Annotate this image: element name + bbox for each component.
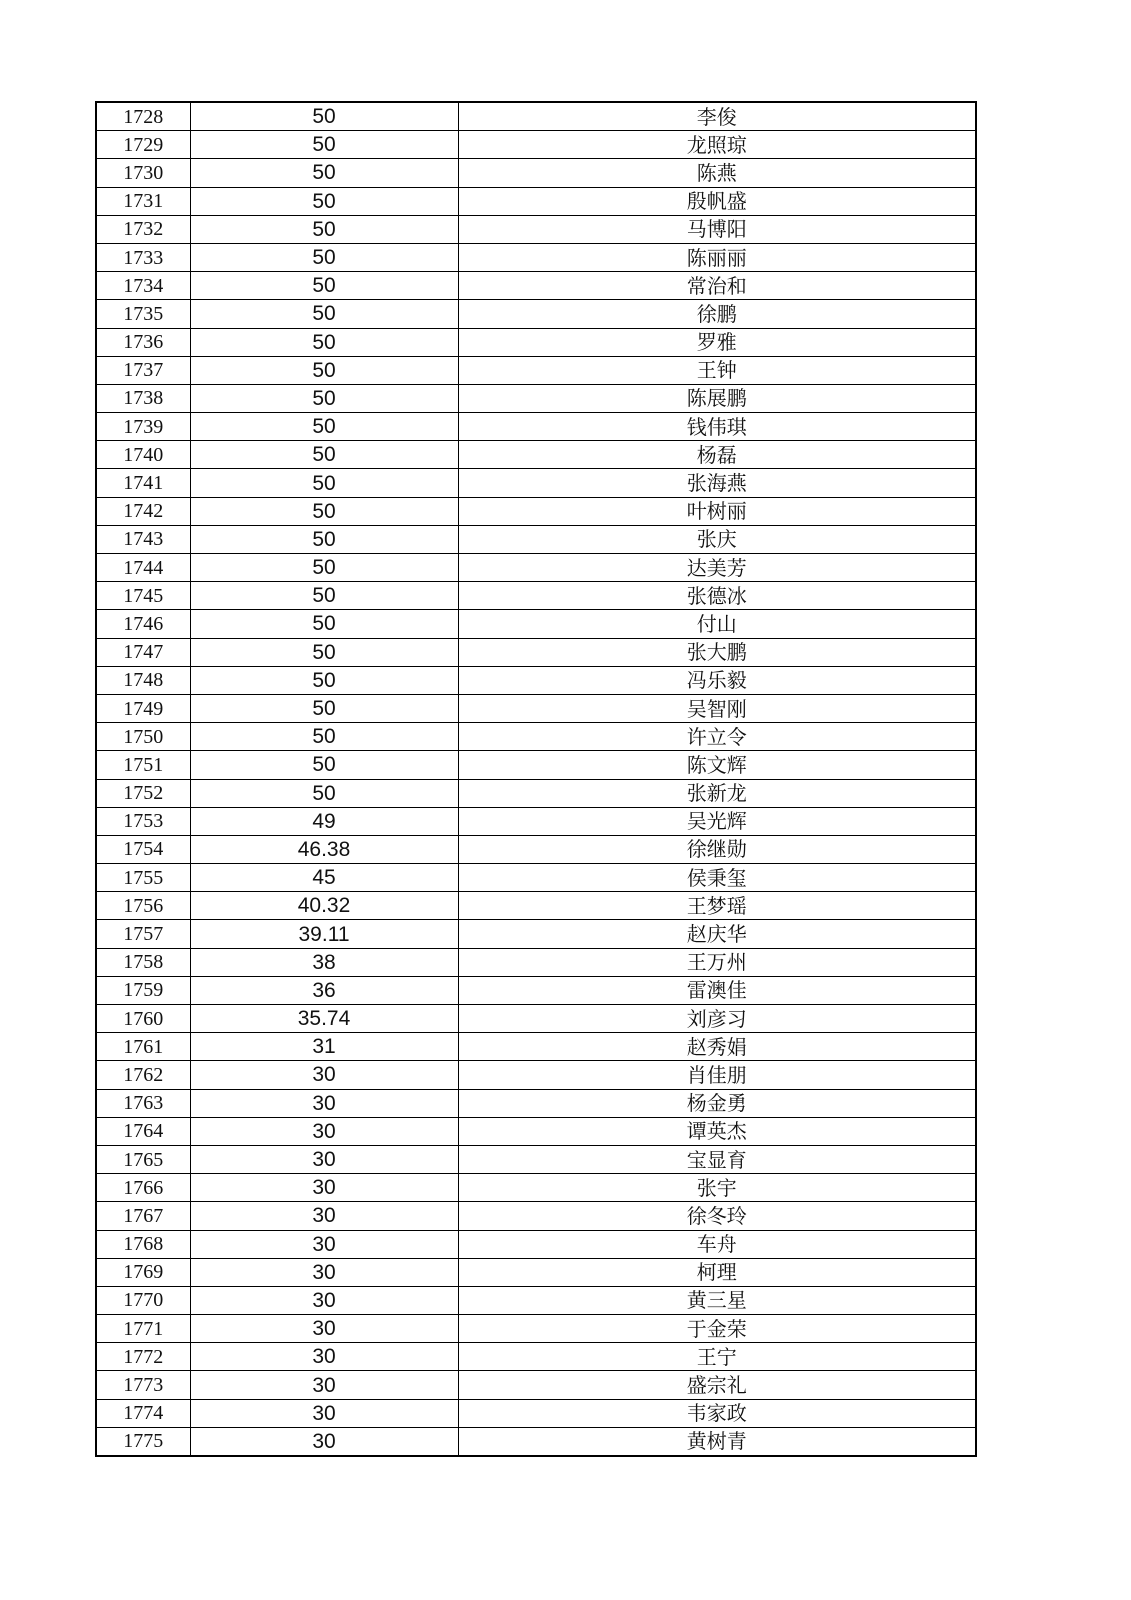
table-row [96, 1371, 976, 1399]
amount-cell: 50 [190, 131, 458, 159]
table-row [96, 1343, 976, 1371]
table-row [96, 243, 976, 271]
name-cell: 陈展鹏 [458, 384, 976, 412]
row-number-cell: 1739 [96, 413, 190, 441]
row-number-cell: 1775 [96, 1427, 190, 1456]
name-cell: 王钟 [458, 356, 976, 384]
table-row [96, 751, 976, 779]
row-number-cell: 1772 [96, 1343, 190, 1371]
row-number-cell: 1762 [96, 1061, 190, 1089]
name-cell: 张宇 [458, 1174, 976, 1202]
amount-cell: 50 [190, 413, 458, 441]
amount-cell: 45 [190, 864, 458, 892]
amount-cell: 30 [190, 1089, 458, 1117]
name-cell: 杨金勇 [458, 1089, 976, 1117]
amount-cell: 30 [190, 1427, 458, 1456]
name-cell: 雷澳佳 [458, 976, 976, 1004]
row-number-cell: 1731 [96, 187, 190, 215]
table-row [96, 159, 976, 187]
row-number-cell: 1728 [96, 102, 190, 131]
amount-cell: 50 [190, 243, 458, 271]
name-cell: 叶树丽 [458, 497, 976, 525]
row-number-cell: 1742 [96, 497, 190, 525]
name-cell: 杨磊 [458, 441, 976, 469]
table-row [96, 694, 976, 722]
table-row [96, 1089, 976, 1117]
name-cell: 张庆 [458, 525, 976, 553]
table-row [96, 1202, 976, 1230]
amount-cell: 50 [190, 723, 458, 751]
amount-cell: 50 [190, 159, 458, 187]
table-row [96, 1230, 976, 1258]
row-number-cell: 1757 [96, 920, 190, 948]
amount-cell: 30 [190, 1315, 458, 1343]
name-cell: 宝显育 [458, 1145, 976, 1173]
amount-cell: 50 [190, 694, 458, 722]
table-row [96, 864, 976, 892]
amount-cell: 50 [190, 272, 458, 300]
name-cell: 刘彦习 [458, 1005, 976, 1033]
row-number-cell: 1744 [96, 554, 190, 582]
row-number-cell: 1733 [96, 243, 190, 271]
table-row [96, 1258, 976, 1286]
amount-cell: 50 [190, 610, 458, 638]
row-number-cell: 1754 [96, 835, 190, 863]
table-row [96, 328, 976, 356]
row-number-cell: 1735 [96, 300, 190, 328]
amount-cell: 30 [190, 1174, 458, 1202]
amount-cell: 50 [190, 582, 458, 610]
amount-cell: 50 [190, 102, 458, 131]
amount-cell: 36 [190, 976, 458, 1004]
amount-cell: 46.38 [190, 835, 458, 863]
amount-cell: 39.11 [190, 920, 458, 948]
table-row [96, 1427, 976, 1456]
amount-cell: 40.32 [190, 892, 458, 920]
amount-cell: 50 [190, 525, 458, 553]
row-number-cell: 1755 [96, 864, 190, 892]
table-row [96, 356, 976, 384]
row-number-cell: 1730 [96, 159, 190, 187]
row-number-cell: 1759 [96, 976, 190, 1004]
name-cell: 吴智刚 [458, 694, 976, 722]
name-cell: 黄树青 [458, 1427, 976, 1456]
table-row [96, 384, 976, 412]
name-cell: 黄三星 [458, 1286, 976, 1314]
amount-cell: 50 [190, 300, 458, 328]
name-cell: 冯乐毅 [458, 666, 976, 694]
row-number-cell: 1770 [96, 1286, 190, 1314]
name-cell: 吴光辉 [458, 807, 976, 835]
row-number-cell: 1743 [96, 525, 190, 553]
row-number-cell: 1760 [96, 1005, 190, 1033]
row-number-cell: 1736 [96, 328, 190, 356]
row-number-cell: 1763 [96, 1089, 190, 1117]
amount-cell: 50 [190, 187, 458, 215]
amount-cell: 35.74 [190, 1005, 458, 1033]
name-cell: 李俊 [458, 102, 976, 131]
row-number-cell: 1750 [96, 723, 190, 751]
name-cell: 罗雅 [458, 328, 976, 356]
row-number-cell: 1756 [96, 892, 190, 920]
name-cell: 张大鹏 [458, 638, 976, 666]
table-row [96, 300, 976, 328]
table-row [96, 948, 976, 976]
row-number-cell: 1773 [96, 1371, 190, 1399]
table-body [96, 102, 976, 1456]
table-row [96, 525, 976, 553]
amount-cell: 50 [190, 356, 458, 384]
row-number-cell: 1752 [96, 779, 190, 807]
row-number-cell: 1729 [96, 131, 190, 159]
table-row [96, 1033, 976, 1061]
row-number-cell: 1774 [96, 1399, 190, 1427]
name-cell: 徐继勋 [458, 835, 976, 863]
amount-cell: 50 [190, 215, 458, 243]
table-row [96, 1145, 976, 1173]
amount-cell: 30 [190, 1117, 458, 1145]
name-cell: 付山 [458, 610, 976, 638]
table-row [96, 1005, 976, 1033]
row-number-cell: 1748 [96, 666, 190, 694]
row-number-cell: 1769 [96, 1258, 190, 1286]
amount-cell: 38 [190, 948, 458, 976]
amount-cell: 50 [190, 497, 458, 525]
donation-table [95, 101, 977, 1457]
row-number-cell: 1767 [96, 1202, 190, 1230]
name-cell: 常治和 [458, 272, 976, 300]
name-cell: 王梦瑶 [458, 892, 976, 920]
name-cell: 徐冬玲 [458, 1202, 976, 1230]
amount-cell: 30 [190, 1258, 458, 1286]
table-row [96, 102, 976, 131]
table-row [96, 1061, 976, 1089]
table-row [96, 215, 976, 243]
row-number-cell: 1732 [96, 215, 190, 243]
table-row [96, 131, 976, 159]
name-cell: 许立令 [458, 723, 976, 751]
name-cell: 王宁 [458, 1343, 976, 1371]
amount-cell: 30 [190, 1399, 458, 1427]
row-number-cell: 1768 [96, 1230, 190, 1258]
name-cell: 达美芳 [458, 554, 976, 582]
table-row [96, 469, 976, 497]
row-number-cell: 1745 [96, 582, 190, 610]
name-cell: 盛宗礼 [458, 1371, 976, 1399]
table-row [96, 497, 976, 525]
amount-cell: 30 [190, 1371, 458, 1399]
amount-cell: 30 [190, 1230, 458, 1258]
row-number-cell: 1734 [96, 272, 190, 300]
table-row [96, 807, 976, 835]
row-number-cell: 1738 [96, 384, 190, 412]
name-cell: 陈丽丽 [458, 243, 976, 271]
amount-cell: 50 [190, 554, 458, 582]
amount-cell: 30 [190, 1343, 458, 1371]
row-number-cell: 1747 [96, 638, 190, 666]
name-cell: 谭英杰 [458, 1117, 976, 1145]
table-row [96, 666, 976, 694]
amount-cell: 50 [190, 666, 458, 694]
name-cell: 陈文辉 [458, 751, 976, 779]
amount-cell: 50 [190, 384, 458, 412]
amount-cell: 30 [190, 1145, 458, 1173]
row-number-cell: 1746 [96, 610, 190, 638]
name-cell: 韦家政 [458, 1399, 976, 1427]
row-number-cell: 1749 [96, 694, 190, 722]
row-number-cell: 1751 [96, 751, 190, 779]
amount-cell: 50 [190, 469, 458, 497]
name-cell: 王万州 [458, 948, 976, 976]
table-row [96, 1174, 976, 1202]
name-cell: 陈燕 [458, 159, 976, 187]
table-row [96, 835, 976, 863]
amount-cell: 50 [190, 441, 458, 469]
name-cell: 赵秀娟 [458, 1033, 976, 1061]
row-number-cell: 1766 [96, 1174, 190, 1202]
table-row [96, 441, 976, 469]
name-cell: 车舟 [458, 1230, 976, 1258]
name-cell: 柯理 [458, 1258, 976, 1286]
row-number-cell: 1737 [96, 356, 190, 384]
table-row [96, 920, 976, 948]
table-row [96, 610, 976, 638]
amount-cell: 31 [190, 1033, 458, 1061]
table-row [96, 638, 976, 666]
amount-cell: 49 [190, 807, 458, 835]
table-row [96, 1117, 976, 1145]
row-number-cell: 1753 [96, 807, 190, 835]
amount-cell: 50 [190, 779, 458, 807]
row-number-cell: 1765 [96, 1145, 190, 1173]
table-row [96, 779, 976, 807]
name-cell: 张新龙 [458, 779, 976, 807]
row-number-cell: 1771 [96, 1315, 190, 1343]
name-cell: 徐鹏 [458, 300, 976, 328]
name-cell: 肖佳朋 [458, 1061, 976, 1089]
amount-cell: 50 [190, 751, 458, 779]
amount-cell: 30 [190, 1286, 458, 1314]
amount-cell: 50 [190, 328, 458, 356]
name-cell: 张海燕 [458, 469, 976, 497]
name-cell: 赵庆华 [458, 920, 976, 948]
table-row [96, 1315, 976, 1343]
table-row [96, 272, 976, 300]
name-cell: 于金荣 [458, 1315, 976, 1343]
table-row [96, 1286, 976, 1314]
table-row [96, 582, 976, 610]
row-number-cell: 1740 [96, 441, 190, 469]
name-cell: 殷帆盛 [458, 187, 976, 215]
name-cell: 钱伟琪 [458, 413, 976, 441]
table-row [96, 1399, 976, 1427]
table-row [96, 892, 976, 920]
table-row [96, 723, 976, 751]
table-row [96, 413, 976, 441]
row-number-cell: 1764 [96, 1117, 190, 1145]
row-number-cell: 1741 [96, 469, 190, 497]
name-cell: 龙照琼 [458, 131, 976, 159]
table-row [96, 976, 976, 1004]
amount-cell: 30 [190, 1061, 458, 1089]
name-cell: 侯秉玺 [458, 864, 976, 892]
row-number-cell: 1761 [96, 1033, 190, 1061]
name-cell: 张德冰 [458, 582, 976, 610]
row-number-cell: 1758 [96, 948, 190, 976]
table-row [96, 187, 976, 215]
name-cell: 马博阳 [458, 215, 976, 243]
table-row [96, 554, 976, 582]
amount-cell: 50 [190, 638, 458, 666]
amount-cell: 30 [190, 1202, 458, 1230]
